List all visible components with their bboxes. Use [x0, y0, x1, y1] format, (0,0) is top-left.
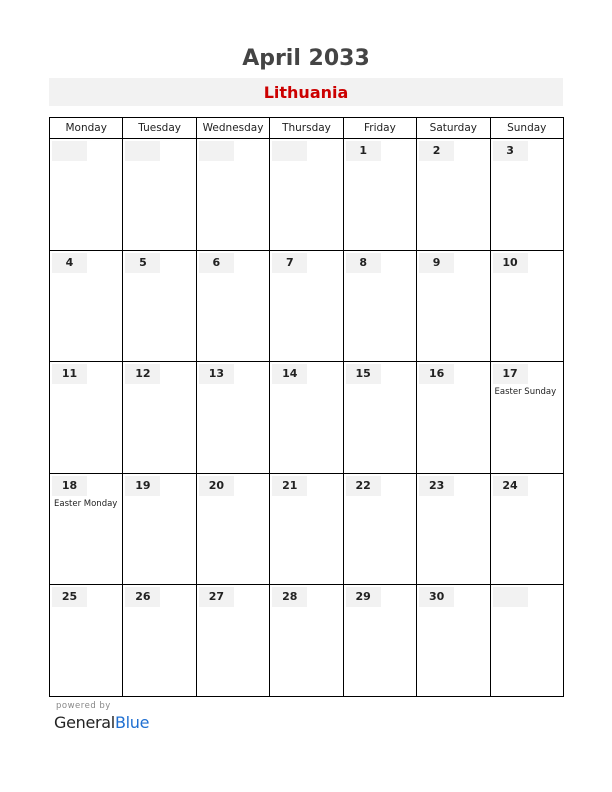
day-cell — [270, 362, 343, 474]
day-cell — [196, 362, 269, 474]
weekday-friday: Friday — [343, 118, 416, 139]
calendar-body — [50, 139, 564, 697]
week-row — [50, 585, 564, 697]
day-number: 16 — [419, 364, 454, 384]
day-number: 9 — [419, 253, 454, 273]
day-cell — [417, 250, 490, 362]
day-cell — [490, 139, 563, 251]
calendar-grid — [49, 117, 564, 697]
weekday-monday: Monday — [50, 118, 123, 139]
weekday-saturday: Saturday — [417, 118, 490, 139]
day-number: 3 — [493, 141, 528, 161]
day-cell — [490, 250, 563, 362]
day-number: 5 — [125, 253, 160, 273]
day-cell — [270, 250, 343, 362]
day-number: 1 — [346, 141, 381, 161]
day-cell — [123, 362, 196, 474]
day-number: 15 — [346, 364, 381, 384]
day-number — [52, 141, 87, 161]
day-cell — [417, 473, 490, 585]
day-number: 2 — [419, 141, 454, 161]
country-banner — [49, 78, 563, 106]
day-cell — [196, 139, 269, 251]
day-cell — [50, 473, 123, 585]
day-cell — [417, 585, 490, 697]
day-number — [125, 141, 160, 161]
country-name: Lithuania — [263, 83, 349, 102]
day-number: 28 — [272, 587, 307, 607]
page-title: April 2033 — [242, 46, 370, 71]
day-cell — [270, 473, 343, 585]
day-number: 12 — [125, 364, 160, 384]
day-cell — [50, 139, 123, 251]
day-cell — [123, 139, 196, 251]
day-cell — [343, 585, 416, 697]
holiday-label: Easter Sunday — [494, 387, 557, 398]
day-number: 24 — [493, 476, 528, 496]
day-number — [199, 141, 234, 161]
day-number: 18 — [52, 476, 87, 496]
day-number: 25 — [52, 587, 87, 607]
day-number: 27 — [199, 587, 234, 607]
day-number: 17 — [493, 364, 528, 384]
day-cell — [196, 250, 269, 362]
day-number: 8 — [346, 253, 381, 273]
day-number: 23 — [419, 476, 454, 496]
day-cell — [196, 585, 269, 697]
day-cell — [196, 473, 269, 585]
weekday-sunday: Sunday — [490, 118, 563, 139]
week-row — [50, 473, 564, 585]
day-cell — [490, 473, 563, 585]
day-number: 22 — [346, 476, 381, 496]
holiday-label: Easter Monday — [54, 498, 118, 509]
day-number — [272, 141, 307, 161]
day-number: 14 — [272, 364, 307, 384]
day-number: 21 — [272, 476, 307, 496]
day-number: 30 — [419, 587, 454, 607]
week-row — [50, 139, 564, 251]
day-number: 6 — [199, 253, 234, 273]
weekday-wednesday: Wednesday — [196, 118, 269, 139]
day-number: 10 — [493, 253, 528, 273]
day-cell — [270, 585, 343, 697]
day-number: 11 — [52, 364, 87, 384]
powered-by-text: powered by — [56, 701, 111, 711]
day-number: 4 — [52, 253, 87, 273]
day-number: 20 — [199, 476, 234, 496]
day-cell — [343, 362, 416, 474]
weekday-tuesday: Tuesday — [123, 118, 196, 139]
weekday-header-row — [50, 118, 564, 139]
day-cell — [123, 473, 196, 585]
day-number: 26 — [125, 587, 160, 607]
day-cell — [270, 139, 343, 251]
weekday-thursday: Thursday — [270, 118, 343, 139]
day-cell — [50, 250, 123, 362]
week-row — [50, 362, 564, 474]
day-number: 13 — [199, 364, 234, 384]
day-cell — [343, 250, 416, 362]
day-cell — [490, 362, 563, 474]
day-cell — [123, 585, 196, 697]
day-cell — [123, 250, 196, 362]
brand-general: General — [54, 713, 115, 732]
generalblue-logo[interactable] — [54, 713, 149, 732]
day-cell — [50, 585, 123, 697]
week-row — [50, 250, 564, 362]
day-cell — [417, 362, 490, 474]
day-number: 29 — [346, 587, 381, 607]
day-number: 19 — [125, 476, 160, 496]
day-cell — [343, 473, 416, 585]
day-number — [493, 587, 528, 607]
day-number: 7 — [272, 253, 307, 273]
day-cell — [343, 139, 416, 251]
day-cell — [417, 139, 490, 251]
day-cell — [490, 585, 563, 697]
day-cell — [50, 362, 123, 474]
brand-blue: Blue — [114, 713, 150, 732]
